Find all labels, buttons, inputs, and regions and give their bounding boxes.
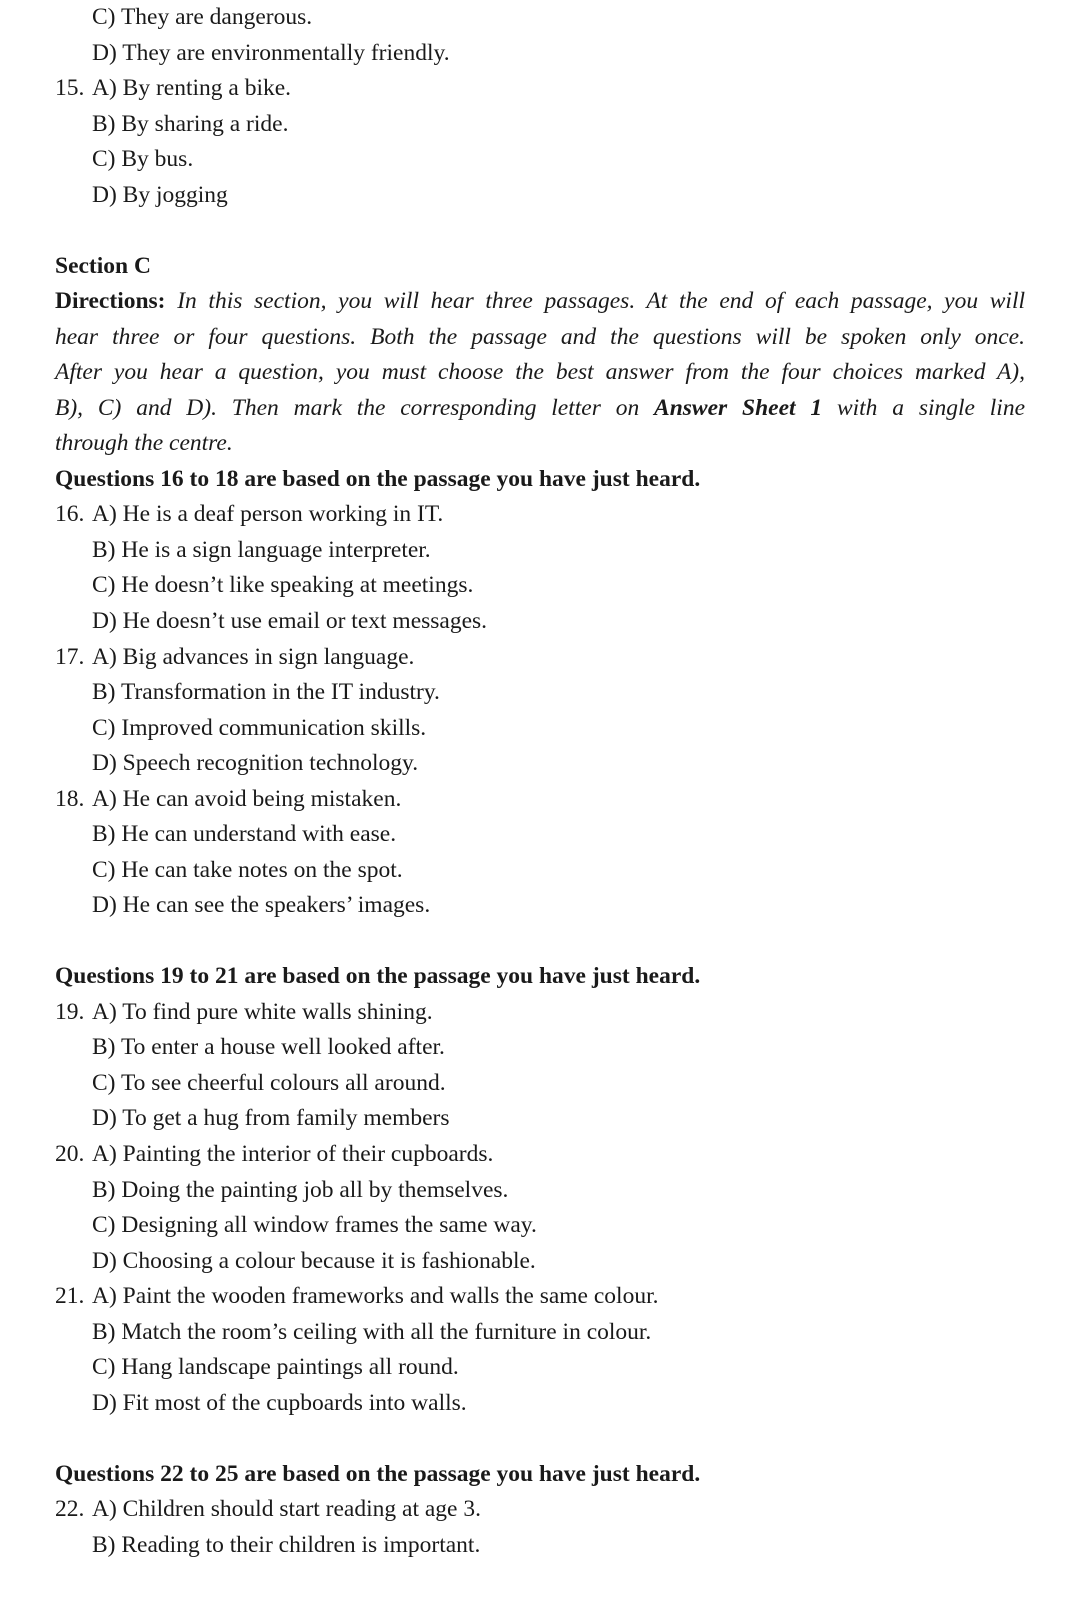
question-21-option-a: 21. A) Paint the wooden frameworks and walls the same colour.: [55, 1283, 659, 1309]
question-number: 16.: [55, 501, 85, 527]
question-20-option-b: B) Doing the painting job all by themselves.: [92, 1177, 509, 1203]
question-16-option-d: D) He doesn’t use email or text messages.: [92, 608, 488, 634]
question-16-option-b: B) He is a sign language interpreter.: [92, 537, 431, 563]
question-17-option-d: D) Speech recognition technology.: [92, 750, 419, 776]
question-21-option-d: D) Fit most of the cupboards into walls.: [92, 1390, 467, 1416]
question-19-option-b: B) To enter a house well looked after.: [92, 1034, 445, 1060]
question-number: 17.: [55, 644, 85, 670]
directions-line-1: Directions: In this section, you will hear three passages. At the end of each passage, you will: [55, 288, 1026, 314]
question-number: 22.: [55, 1496, 85, 1522]
question-19-option-c: C) To see cheerful colours all around.: [92, 1070, 446, 1096]
option-d: D) They are environmentally friendly.: [92, 40, 450, 66]
question-18-option-b: B) He can understand with ease.: [92, 821, 397, 847]
question-21-option-b: B) Match the room’s ceiling with all the furniture in colour.: [92, 1319, 652, 1345]
question-18-option-d: D) He can see the speakers’ images.: [92, 892, 431, 918]
question-15-option-d: D) By jogging: [92, 182, 228, 208]
section-title: Section C: [55, 253, 151, 279]
question-number: 18.: [55, 786, 85, 812]
question-18-option-a: 18. A) He can avoid being mistaken.: [55, 786, 402, 812]
directions-line-4: B), C) and D). Then mark the corresponding letter on Answer Sheet 1 with a single line: [55, 395, 1026, 421]
directions-line-3: After you hear a question, you must choose the best answer from the four choices marked A),: [55, 359, 1025, 385]
directions-line-2: hear three or four questions. Both the passage and the questions will be spoken only once.: [55, 324, 1025, 350]
question-number: 21.: [55, 1283, 85, 1309]
question-number: 19.: [55, 999, 85, 1025]
question-number: 20.: [55, 1141, 85, 1167]
questions-16-18-heading: Questions 16 to 18 are based on the passage you have just heard.: [55, 466, 701, 492]
answer-sheet-label: Answer Sheet 1: [654, 395, 823, 421]
question-20-option-a: 20. A) Painting the interior of their cupboards.: [55, 1141, 494, 1167]
question-number: 15.: [55, 75, 85, 101]
questions-19-21-heading: Questions 19 to 21 are based on the passage you have just heard.: [55, 963, 701, 989]
question-15-option-c: C) By bus.: [92, 146, 194, 172]
question-21-option-c: C) Hang landscape paintings all round.: [92, 1354, 459, 1380]
question-19-option-a: 19. A) To find pure white walls shining.: [55, 999, 433, 1025]
question-16-option-a: 16. A) He is a deaf person working in IT.: [55, 501, 444, 527]
directions-label: Directions:: [55, 288, 166, 314]
question-22-option-b: B) Reading to their children is important.: [92, 1532, 481, 1558]
directions-line-5: through the centre.: [55, 430, 233, 456]
option-c: C) They are dangerous.: [92, 4, 313, 30]
question-20-option-c: C) Designing all window frames the same way.: [92, 1212, 537, 1238]
questions-22-25-heading: Questions 22 to 25 are based on the passage you have just heard.: [55, 1461, 701, 1487]
question-22-option-a: 22. A) Children should start reading at age 3.: [55, 1496, 481, 1522]
question-16-option-c: C) He doesn’t like speaking at meetings.: [92, 572, 474, 598]
question-20-option-d: D) Choosing a colour because it is fashionable.: [92, 1248, 536, 1274]
question-15-option-a: 15. A) By renting a bike.: [55, 75, 292, 101]
question-15-option-b: B) By sharing a ride.: [92, 111, 289, 137]
question-17-option-c: C) Improved communication skills.: [92, 715, 427, 741]
question-18-option-c: C) He can take notes on the spot.: [92, 857, 403, 883]
question-17-option-a: 17. A) Big advances in sign language.: [55, 644, 415, 670]
question-17-option-b: B) Transformation in the IT industry.: [92, 679, 440, 705]
question-19-option-d: D) To get a hug from family members: [92, 1105, 450, 1131]
